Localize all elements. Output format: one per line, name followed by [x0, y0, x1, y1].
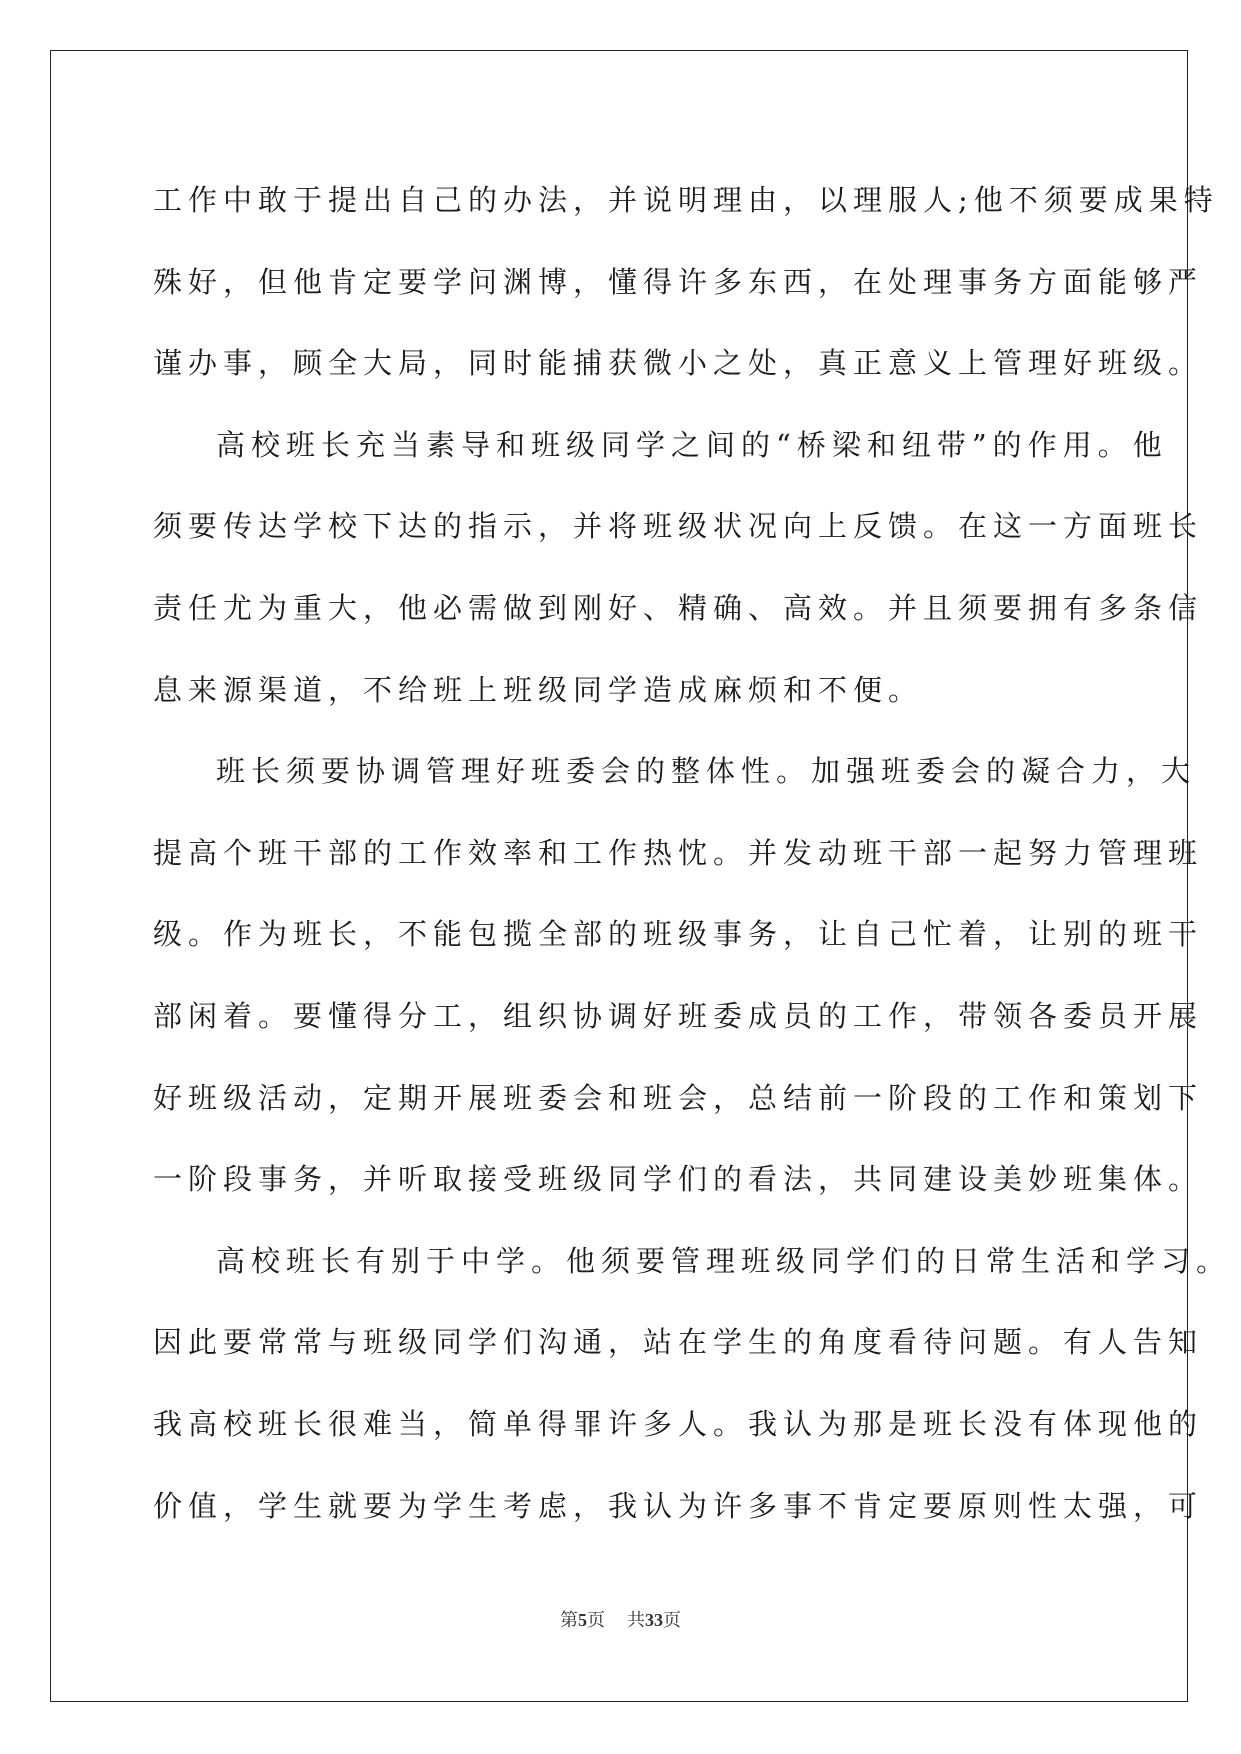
text-line: 好班级活动，定期开展班委会和班会，总结前一阶段的工作和策划下: [153, 1080, 1204, 1115]
page-prefix: 第: [560, 1610, 578, 1630]
text-line: 我高校班长很难当，简单得罪许多人。我认为那是班长没有体现他的: [153, 1406, 1204, 1441]
text-line: 责任尤为重大，他必需做到刚好、精确、高效。并且须要拥有多条信: [153, 590, 1204, 625]
text-line: 须要传达学校下达的指示，并将班级状况向上反馈。在这一方面班长: [153, 509, 1204, 544]
text-line: 谨办事，顾全大局，同时能捕获微小之处，真正意义上管理好班级。: [153, 346, 1204, 381]
total-pages: 33: [645, 1610, 663, 1630]
text-line: 息来源渠道，不给班上班级同学造成麻烦和不便。: [153, 672, 924, 707]
paragraph-start-line: 班长须要协调管理好班委会的整体性。加强班委会的凝合力，大: [216, 754, 1197, 789]
total-suffix: 页: [663, 1610, 681, 1630]
text-line: 级。作为班长，不能包揽全部的班级事务，让自己忙着，让别的班干: [153, 917, 1204, 952]
total-prefix: 共: [627, 1610, 645, 1630]
text-line: 一阶段事务，并听取接受班级同学们的看法，共同建设美妙班集体。: [153, 1162, 1204, 1197]
text-line: 价值，学生就要为学生考虑，我认为许多事不肯定要原则性太强，可: [153, 1488, 1204, 1523]
page-suffix: 页: [587, 1610, 605, 1630]
paragraph-start-line: 高校班长有别于中学。他须要管理班级同学们的日常生活和学习。: [216, 1243, 1232, 1278]
text-line: 工作中敢于提出自己的办法，并说明理由，以理服人;他不须要成果特: [153, 183, 1219, 217]
text-line: 因此要常常与班级同学们沟通，站在学生的角度看待问题。有人告知: [153, 1325, 1204, 1360]
text-line: 殊好，但他肯定要学问渊博，懂得许多东西，在处理事务方面能够严: [153, 264, 1204, 299]
page-footer: [0, 1606, 1241, 1632]
text-line: 部闲着。要懂得分工，组织协调好班委成员的工作，带领各委员开展: [153, 998, 1204, 1033]
page-number: 5: [578, 1610, 587, 1630]
paragraph-start-line: 高校班长充当素导和班级同学之间的“桥梁和纽带”的作用。他: [216, 427, 1168, 462]
text-line: 提高个班干部的工作效率和工作热忱。并发动班干部一起努力管理班: [153, 835, 1204, 870]
document-body: [153, 160, 1232, 1547]
